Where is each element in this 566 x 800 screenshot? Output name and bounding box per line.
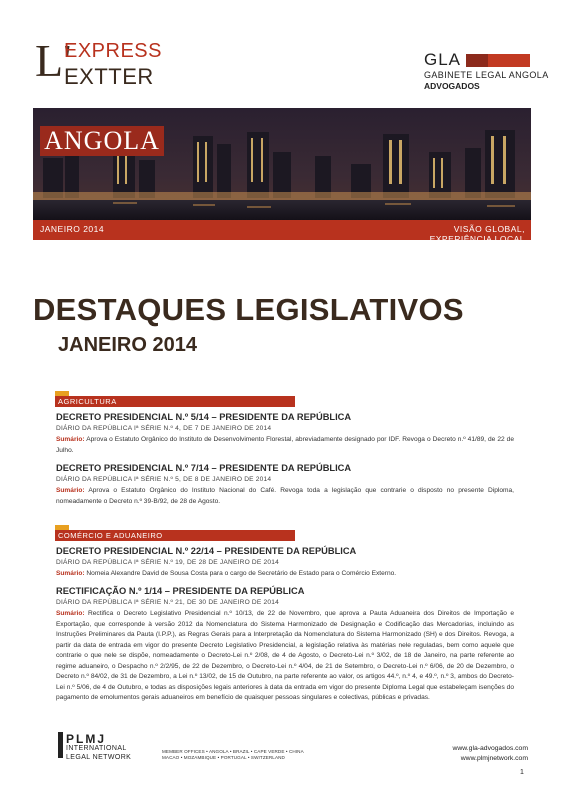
- entry-subtitle: DIÁRIO DA REPÚBLICA Iª SÉRIE N.º 5, DE 8 DE JANEIRO DE 2014: [56, 476, 272, 483]
- entry-summary: [56, 609, 514, 704]
- gla-logo-abbr: GLA: [424, 50, 462, 69]
- city-skyline-banner-image: [33, 108, 531, 220]
- lexextter-logo-line2: EXTTER: [64, 64, 154, 89]
- summary-text: Aprova o Estatuto Orgânico do Instituto de Desenvolvimento Florestal, abreviadamente designado por IDF. Revoga o Decreto n.º 41/89, de 22 de Julho.: [56, 436, 515, 454]
- gla-logo-name: GABINETE LEGAL ANGOLA: [424, 70, 549, 80]
- summary-label: Sumário:: [56, 436, 85, 443]
- entry-summary: [56, 435, 514, 456]
- lexextter-logo-line1: EXPRESS: [64, 40, 162, 62]
- entry-summary: [56, 486, 514, 507]
- summary-label: Sumário:: [56, 487, 85, 494]
- entry-subtitle: DIÁRIO DA REPÚBLICA Iª SÉRIE N.º 21, DE 30 DE JANEIRO DE 2014: [56, 599, 279, 606]
- entry-title: RECTIFICAÇÃO N.º 1/14 – PRESIDENTE DA REPÚBLICA: [56, 586, 305, 596]
- gla-logo-bar-dark: [466, 54, 488, 67]
- page-title: DESTAQUES LEGISLATIVOS: [33, 292, 464, 327]
- banner-date: JANEIRO 2014: [40, 224, 105, 234]
- plmj-logo-line2: LEGAL NETWORK: [66, 754, 132, 761]
- summary-text: Aprova o Estatuto Orgânico do Instituto Nacional do Café. Revoga toda a legislação que contrarie o disposto no presente Diploma, nomeadamente o Decreto n.º 39-B/92, de 28 de Agosto.: [56, 487, 515, 505]
- member-offices-line1: MEMBER OFFICES • ANGOLA • BRAZIL • CAPE VERDE • CHINA: [162, 749, 304, 754]
- page-number: 1: [520, 769, 524, 776]
- plmj-logo-line1: INTERNATIONAL: [66, 745, 127, 752]
- lexextter-logo-mark: L': [35, 35, 72, 86]
- page-subtitle: JANEIRO 2014: [58, 334, 197, 356]
- plmj-logo-name: PLMJ: [66, 732, 107, 746]
- gla-website-link[interactable]: www.gla-advogados.com: [452, 745, 528, 752]
- section-label: AGRICULTURA: [58, 397, 117, 406]
- summary-label: Sumário:: [56, 610, 85, 617]
- entry-title: DECRETO PRESIDENCIAL N.º 7/14 – PRESIDENTE DA REPÚBLICA: [56, 463, 352, 473]
- member-offices-line2: MACAO • MOZAMBIQUE • PORTUGAL • SWITZERLAND: [162, 755, 285, 760]
- summary-text: Nomeia Alexandre David de Sousa Costa para o cargo de Secretário de Estado para o Comércio Externo.: [86, 570, 397, 577]
- summary-label: Sumário:: [56, 570, 85, 577]
- entry-title: DECRETO PRESIDENCIAL N.º 22/14 – PRESIDENTE DA REPÚBLICA: [56, 546, 357, 556]
- entry-summary: [56, 569, 514, 580]
- banner-slogan: VISÃO GLOBAL, EXPERIÊNCIA LOCAL: [429, 224, 525, 244]
- entry-title: DECRETO PRESIDENCIAL N.º 5/14 – PRESIDENTE DA REPÚBLICA: [56, 412, 352, 422]
- gla-logo-bar-red: [488, 54, 530, 67]
- summary-text: Rectifica o Decreto Legislativo Presidencial n.º 10/13, de 22 de Novembro, que aprova a Pauta Aduaneira dos Direitos de Importação e Exportação, que corresponde à versão 2012 da Nomenclatura do Sistema Harmonizado de Designação e Codificação das Mercadorias, incluindo as Instruções Preliminares da Pauta (I.P.P.), as Regras Gerais para a Interpretação da Nomenclatura do Sistema Harmonizado (SH) e dos Direitos. Revoga, a partir da data de entrada em vigor do presente Decreto Legislativo Presidencial, a legislação relativa às matérias nele reguladas, bem como aquele que contrarie o que nele se dispõe, nomeadamente o Decreto-Lei n.º 2/08, de 4 de Agosto, o Decreto-Lei n.º 3/02, de 18 de Janeiro, na parte referente ao regime aduaneiro, o Despacho n.º 2/2/95, de 22 de Dezembro, o Decreto-Lei n.º 4/04, de 21 de Setembro, o Decreto-Lei n.º 6/06, de 20 de Dezembro, o Decreto n.º 84/02, de 31 de Dezembro, a Lei n.º 13/02, de 15 de Outubro, na parte referente ao valor, os artigos 44.º, n.º 4, e 49.º, n.º 3, ambos do Decreto-Lei n.º 5/06, de 4 de Outubro, e todas as disposições legais anteriores à data da entrada em vigor do presente Diploma Legal que estabeleçam isenções do pagamento de emolumentos gerais aduaneiros em benefício de quaisquer pessoas singulares e colectivas, públicas e privadas.: [56, 610, 514, 701]
- plmj-website-link[interactable]: www.plmjnetwork.com: [460, 755, 528, 762]
- gla-logo-sub: ADVOGADOS: [424, 81, 480, 91]
- entry-subtitle: DIÁRIO DA REPÚBLICA Iª SÉRIE N.º 19, DE 28 DE JANEIRO DE 2014: [56, 559, 279, 566]
- entry-subtitle: DIÁRIO DA REPÚBLICA Iª SÉRIE N.º 4, DE 7 DE JANEIRO DE 2014: [56, 425, 272, 432]
- plmj-logo-mark: [58, 732, 63, 758]
- section-label: COMÉRCIO E ADUANEIRO: [58, 531, 163, 540]
- banner-country-label: ANGOLA: [44, 126, 160, 155]
